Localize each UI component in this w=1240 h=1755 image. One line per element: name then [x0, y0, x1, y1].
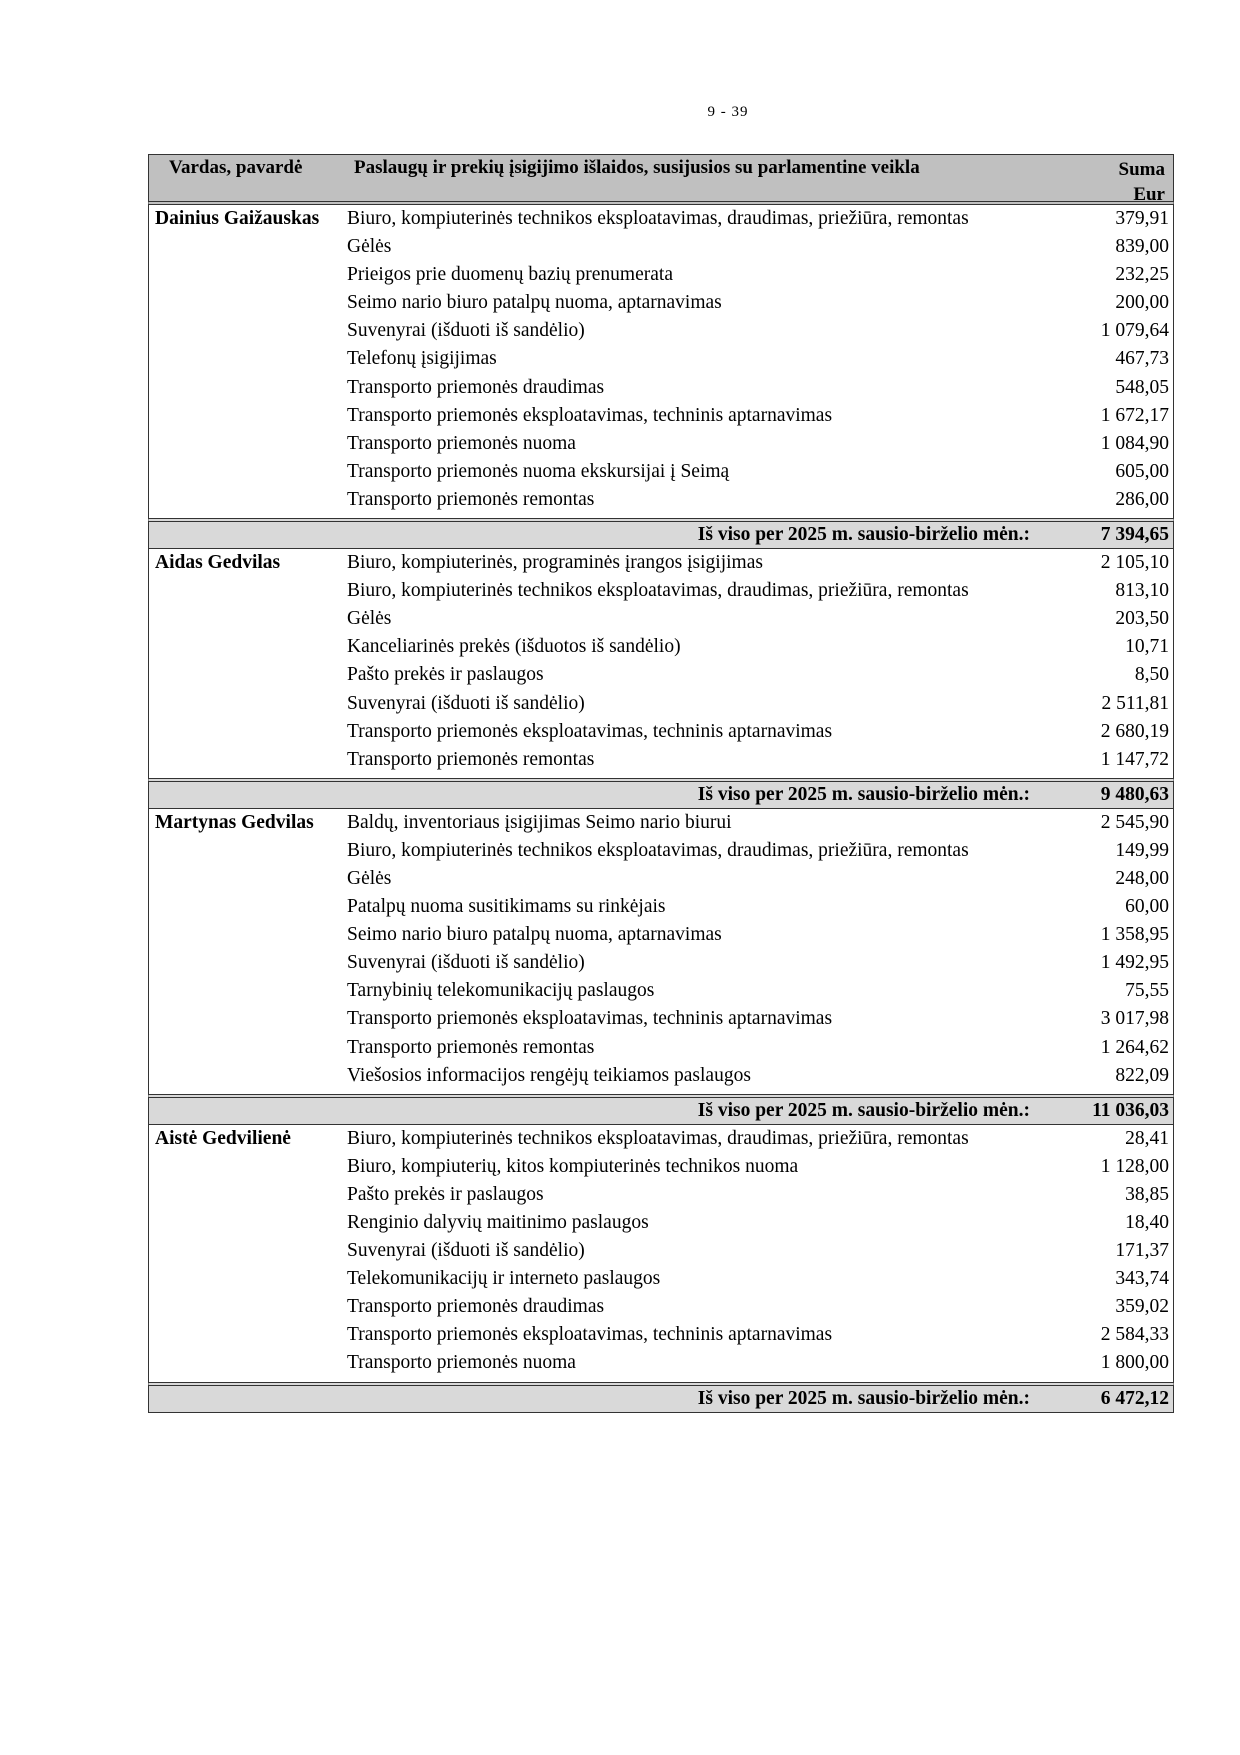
expense-amount: 2 680,19	[1100, 720, 1169, 742]
expense-description: Telekomunikacijų ir interneto paslaugos	[347, 1268, 661, 1290]
total-row	[148, 778, 1174, 809]
expense-description: Pašto prekės ir paslaugos	[347, 664, 544, 686]
person-name: Dainius Gaižauskas	[155, 208, 320, 229]
table-row	[149, 577, 1173, 605]
expense-amount: 822,09	[1115, 1064, 1169, 1086]
page-number: 9 - 39	[707, 104, 749, 120]
expense-description: Telefonų įsigijimas	[347, 348, 497, 370]
total-row	[148, 518, 1174, 549]
table-row	[149, 1062, 1173, 1090]
expense-description: Biuro, kompiuterinės technikos eksploatavimas, draudimas, priežiūra, remontas	[347, 208, 969, 229]
expense-amount: 2 545,90	[1100, 811, 1169, 833]
table-row	[149, 1349, 1173, 1377]
total-amount: 9 480,63	[1100, 783, 1169, 805]
expense-amount: 1 147,72	[1100, 748, 1169, 770]
expense-amount: 1 492,95	[1100, 952, 1169, 974]
total-label: Iš viso per 2025 m. sausio-birželio mėn.:	[697, 1387, 1030, 1409]
expense-description: Kanceliarinės prekės (išduotos iš sandėlio)	[347, 636, 681, 658]
expense-description: Transporto priemonės draudimas	[347, 376, 605, 398]
table-row	[149, 205, 1173, 233]
person-name: Aistė Gedvilienė	[155, 1127, 291, 1149]
expense-description: Gėlės	[347, 867, 392, 889]
expense-description: Transporto priemonės eksploatavimas, techninis aptarnavimas	[347, 1008, 833, 1030]
expense-description: Seimo nario biuro patalpų nuoma, aptarnavimas	[347, 292, 722, 314]
expense-amount: 1 128,00	[1100, 1155, 1169, 1177]
table-row	[149, 1321, 1173, 1349]
expense-amount: 605,00	[1115, 460, 1169, 482]
expense-amount: 343,74	[1115, 1268, 1169, 1290]
expense-amount: 203,50	[1115, 608, 1169, 630]
total-row	[148, 1382, 1174, 1413]
table-row	[149, 1209, 1173, 1237]
expense-amount: 839,00	[1115, 236, 1169, 258]
expense-description: Biuro, kompiuterinės technikos eksploatavimas, draudimas, priežiūra, remontas	[347, 580, 969, 602]
expense-amount: 359,02	[1115, 1296, 1169, 1318]
table-row	[149, 1181, 1173, 1209]
table-row	[149, 458, 1173, 486]
table-row	[149, 977, 1173, 1005]
person-name: Martynas Gedvilas	[155, 811, 314, 833]
expense-amount: 2 584,33	[1100, 1324, 1169, 1346]
total-amount: 11 036,03	[1092, 1099, 1169, 1121]
expense-description: Suvenyrai (išduoti iš sandėlio)	[347, 952, 585, 974]
expense-amount: 3 017,98	[1100, 1008, 1169, 1030]
expense-amount: 28,41	[1125, 1127, 1169, 1149]
expense-amount: 286,00	[1115, 488, 1169, 510]
header-name: Vardas, pavardė	[169, 157, 303, 178]
total-label: Iš viso per 2025 m. sausio-birželio mėn.:	[697, 1099, 1030, 1121]
header-sum	[1119, 157, 1165, 207]
expense-description: Prieigos prie duomenų bazių prenumerata	[347, 264, 673, 286]
table-row	[149, 1237, 1173, 1265]
table-row	[149, 718, 1173, 746]
expense-description: Transporto priemonės remontas	[347, 488, 595, 510]
person-group	[148, 1125, 1174, 1382]
table-row	[149, 1293, 1173, 1321]
header-sum-line2: Eur	[1133, 184, 1165, 205]
expense-amount: 75,55	[1125, 980, 1169, 1002]
expense-amount: 10,71	[1125, 636, 1169, 658]
expense-amount: 8,50	[1134, 664, 1169, 686]
person-name: Aidas Gedvilas	[155, 552, 281, 574]
expense-description: Transporto priemonės draudimas	[347, 1296, 605, 1318]
total-row	[148, 1094, 1174, 1125]
expense-amount: 248,00	[1115, 867, 1169, 889]
table-body	[148, 205, 1174, 1413]
expense-description: Transporto priemonės nuoma ekskursijai į Seimą	[347, 460, 730, 482]
expense-amount: 1 672,17	[1100, 404, 1169, 426]
expense-description: Gėlės	[347, 608, 392, 630]
expense-amount: 2 105,10	[1100, 552, 1169, 574]
table-row	[149, 549, 1173, 577]
expense-description: Biuro, kompiuterinės, programinės įrangos įsigijimas	[347, 552, 763, 574]
expense-description: Patalpų nuoma susitikimams su rinkėjais	[347, 896, 666, 918]
table-row	[149, 921, 1173, 949]
table-row	[149, 633, 1173, 661]
person-group	[148, 809, 1174, 1094]
expense-amount: 1 358,95	[1100, 924, 1169, 946]
table-row	[149, 374, 1173, 402]
header-sum-line1: Suma	[1118, 159, 1165, 180]
expense-amount: 232,25	[1115, 264, 1169, 286]
expense-description: Tarnybinių telekomunikacijų paslaugos	[347, 980, 655, 1002]
expense-description: Pašto prekės ir paslaugos	[347, 1183, 544, 1205]
expense-description: Suvenyrai (išduoti iš sandėlio)	[347, 320, 585, 342]
expense-amount: 813,10	[1115, 580, 1169, 602]
expense-amount: 38,85	[1125, 1183, 1169, 1205]
expense-description: Biuro, kompiuterinės technikos eksploatavimas, draudimas, priežiūra, remontas	[347, 839, 969, 861]
table-row	[149, 289, 1173, 317]
table-header	[148, 154, 1174, 205]
expense-description: Suvenyrai (išduoti iš sandėlio)	[347, 1240, 585, 1262]
expense-amount: 467,73	[1115, 348, 1169, 370]
expense-description: Gėlės	[347, 236, 392, 258]
table-row	[149, 837, 1173, 865]
expense-amount: 60,00	[1125, 896, 1169, 918]
total-label: Iš viso per 2025 m. sausio-birželio mėn.:	[697, 783, 1030, 805]
table-row	[149, 690, 1173, 718]
table-row	[149, 261, 1173, 289]
table-row	[149, 486, 1173, 514]
expense-amount: 1 084,90	[1100, 432, 1169, 454]
expense-amount: 1 800,00	[1100, 1352, 1169, 1374]
expense-description: Viešosios informacijos rengėjų teikiamos paslaugos	[347, 1064, 751, 1086]
table-row	[149, 865, 1173, 893]
header-description: Paslaugų ir prekių įsigijimo išlaidos, susijusios su parlamentine veikla	[354, 157, 920, 178]
expense-amount: 2 511,81	[1101, 692, 1169, 714]
table-row	[149, 949, 1173, 977]
expense-description: Transporto priemonės nuoma	[347, 1352, 576, 1374]
table-row	[149, 746, 1173, 774]
table-row	[149, 1125, 1173, 1153]
expense-amount: 548,05	[1115, 376, 1169, 398]
expense-description: Transporto priemonės eksploatavimas, techninis aptarnavimas	[347, 720, 833, 742]
table-row	[149, 605, 1173, 633]
expense-amount: 200,00	[1115, 292, 1169, 314]
table-row	[149, 1265, 1173, 1293]
table-row	[149, 430, 1173, 458]
expense-description: Transporto priemonės eksploatavimas, techninis aptarnavimas	[347, 404, 833, 426]
total-amount: 7 394,65	[1100, 524, 1169, 546]
total-label: Iš viso per 2025 m. sausio-birželio mėn.:	[697, 524, 1030, 546]
expense-description: Renginio dalyvių maitinimo paslaugos	[347, 1212, 649, 1233]
expense-description: Transporto priemonės remontas	[347, 1036, 595, 1058]
table-row	[149, 893, 1173, 921]
table-row	[149, 1034, 1173, 1062]
table-row	[149, 345, 1173, 373]
expense-description: Transporto priemonės nuoma	[347, 432, 576, 454]
expense-description: Suvenyrai (išduoti iš sandėlio)	[347, 692, 585, 714]
expense-description: Biuro, kompiuterinės technikos eksploatavimas, draudimas, priežiūra, remontas	[347, 1127, 969, 1149]
expense-description: Seimo nario biuro patalpų nuoma, aptarnavimas	[347, 924, 722, 946]
table-row	[149, 809, 1173, 837]
table-row	[149, 317, 1173, 345]
person-group	[148, 205, 1174, 518]
expense-amount: 18,40	[1125, 1212, 1169, 1233]
expense-amount: 379,91	[1115, 208, 1169, 229]
table-row	[149, 1153, 1173, 1181]
total-amount: 6 472,12	[1100, 1387, 1169, 1409]
expense-description: Transporto priemonės eksploatavimas, techninis aptarnavimas	[347, 1324, 833, 1346]
table-row	[149, 233, 1173, 261]
expense-description: Transporto priemonės remontas	[347, 748, 595, 770]
expense-amount: 149,99	[1115, 839, 1169, 861]
expense-description: Baldų, inventoriaus įsigijimas Seimo nario biurui	[347, 811, 732, 833]
expense-amount: 171,37	[1115, 1240, 1169, 1262]
person-group	[148, 549, 1174, 778]
table-row	[149, 661, 1173, 689]
expenses-table	[148, 154, 1174, 1413]
expense-amount: 1 079,64	[1100, 320, 1169, 342]
table-row	[149, 402, 1173, 430]
table-row	[149, 1005, 1173, 1033]
expense-description: Biuro, kompiuterių, kitos kompiuterinės technikos nuoma	[347, 1155, 799, 1177]
expense-amount: 1 264,62	[1100, 1036, 1169, 1058]
